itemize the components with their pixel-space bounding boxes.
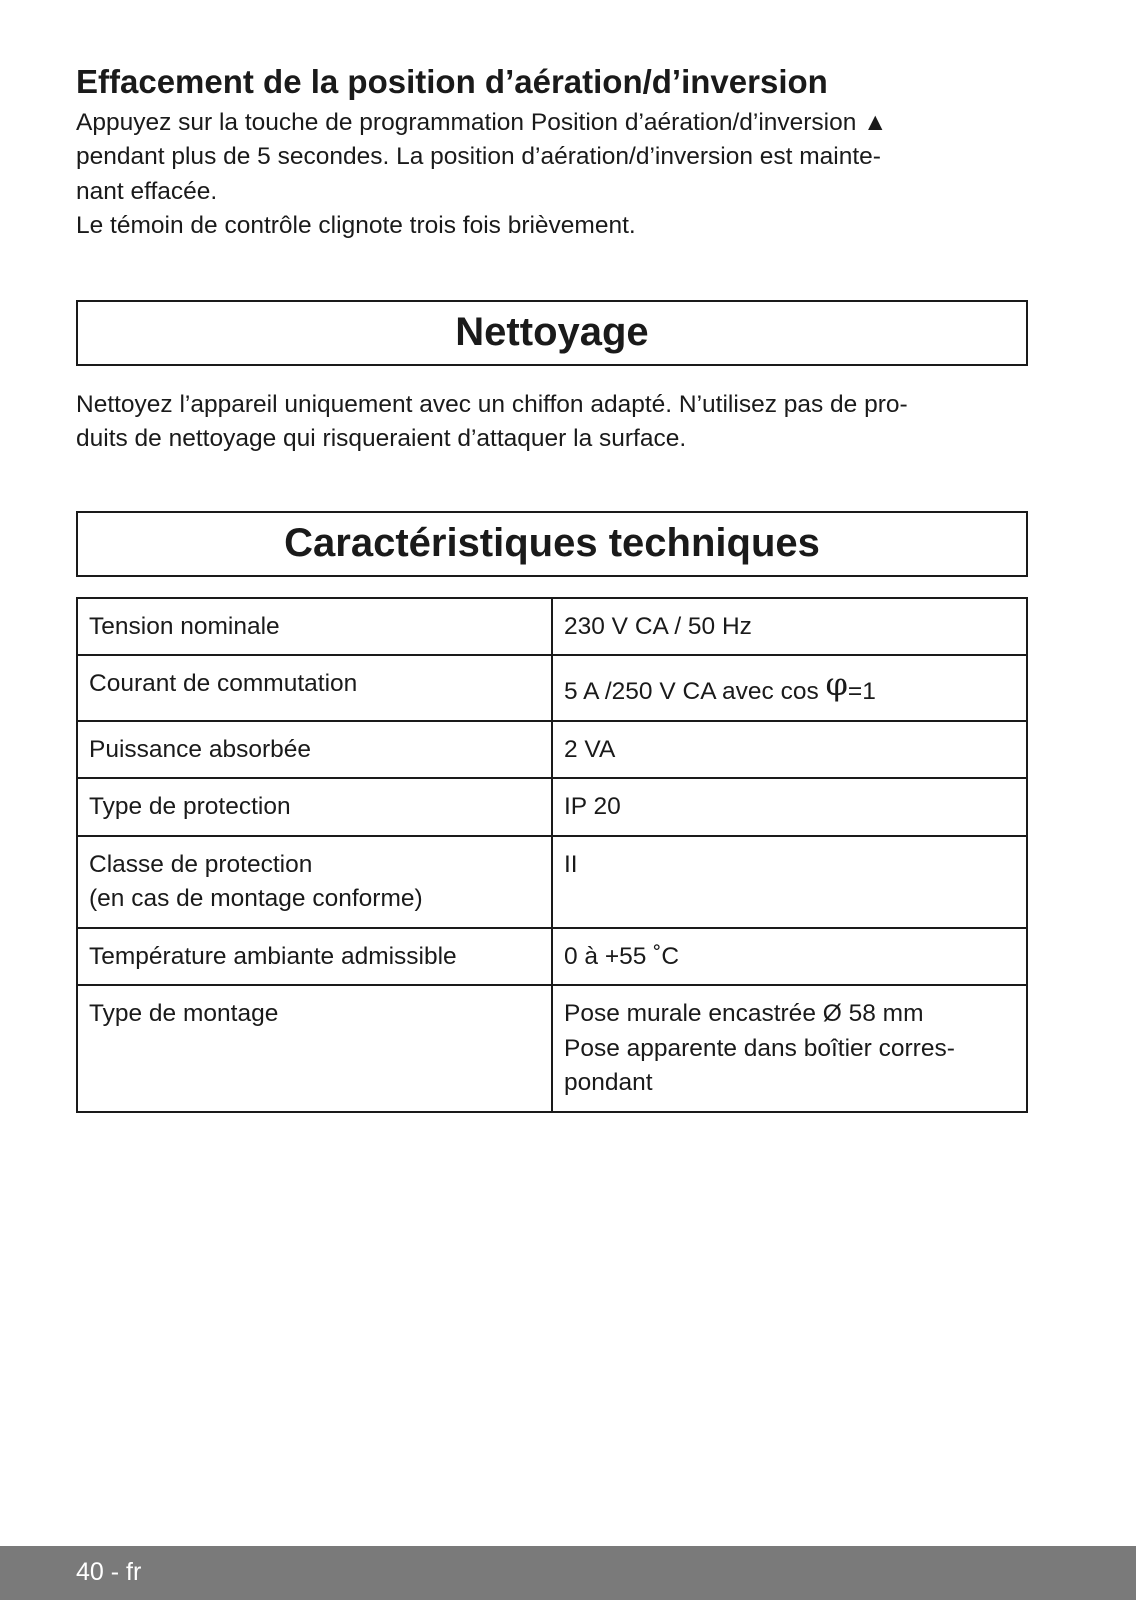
effacement-paragraph <box>76 106 1028 244</box>
caracteristiques-heading: Caractéristiques techniques <box>284 521 820 566</box>
spec-label-line: (en cas de montage conforme) <box>89 885 423 913</box>
page-footer <box>0 1546 1136 1600</box>
spec-value-prefix: 5 A /250 V CA avec cos <box>564 678 826 706</box>
effacement-line: Appuyez sur la touche de programmation Position d’aération/d’inversion ▲ <box>76 108 888 136</box>
phi-symbol: φ <box>825 665 848 704</box>
spec-label <box>77 836 552 928</box>
table-row <box>77 598 1027 656</box>
spec-value-line: pondant <box>564 1069 653 1097</box>
spec-label: Courant de commutation <box>77 655 552 721</box>
spec-label: Puissance absorbée <box>77 721 552 779</box>
nettoyage-line: Nettoyez l’appareil uniquement avec un chiffon adapté. N’utilisez pas de pro- <box>76 390 908 418</box>
table-row <box>77 655 1027 721</box>
page-content <box>76 62 1028 1113</box>
spec-label: Type de montage <box>77 985 552 1112</box>
spec-label: Type de protection <box>77 778 552 836</box>
spec-label-line: Classe de protection <box>89 850 313 878</box>
spec-value: 2 VA <box>552 721 1027 779</box>
nettoyage-paragraph <box>76 388 1028 457</box>
effacement-line: Le témoin de contrôle clignote trois fois brièvement. <box>76 212 636 240</box>
spec-value-suffix: =1 <box>847 678 876 706</box>
spec-value <box>552 655 1027 721</box>
spec-value: 0 à +55 ˚C <box>552 928 1027 986</box>
table-row <box>77 778 1027 836</box>
effacement-line: nant effacée. <box>76 177 218 205</box>
table-row <box>77 985 1027 1112</box>
table-row <box>77 928 1027 986</box>
table-row <box>77 721 1027 779</box>
effacement-heading: Effacement de la position d’aération/d’inversion <box>76 63 828 100</box>
table-row <box>77 836 1027 928</box>
spec-value: IP 20 <box>552 778 1027 836</box>
spec-value <box>552 985 1027 1112</box>
caracteristiques-section-box <box>76 511 1028 577</box>
effacement-line: pendant plus de 5 secondes. La position d’aération/d’inversion est mainte- <box>76 143 881 171</box>
nettoyage-line: duits de nettoyage qui risqueraient d’attaquer la surface. <box>76 425 687 453</box>
specs-table <box>76 597 1028 1113</box>
spec-value-line: Pose murale encastrée Ø 58 mm <box>564 1000 924 1028</box>
nettoyage-section-box <box>76 300 1028 366</box>
spec-value-line: Pose apparente dans boîtier corres- <box>564 1034 955 1062</box>
spec-label: Tension nominale <box>77 598 552 656</box>
spec-value: II <box>552 836 1027 928</box>
spec-label: Température ambiante admissible <box>77 928 552 986</box>
spec-value: 230 V CA / 50 Hz <box>552 598 1027 656</box>
page-number: 40 - fr <box>76 1558 142 1586</box>
nettoyage-heading: Nettoyage <box>455 310 649 355</box>
